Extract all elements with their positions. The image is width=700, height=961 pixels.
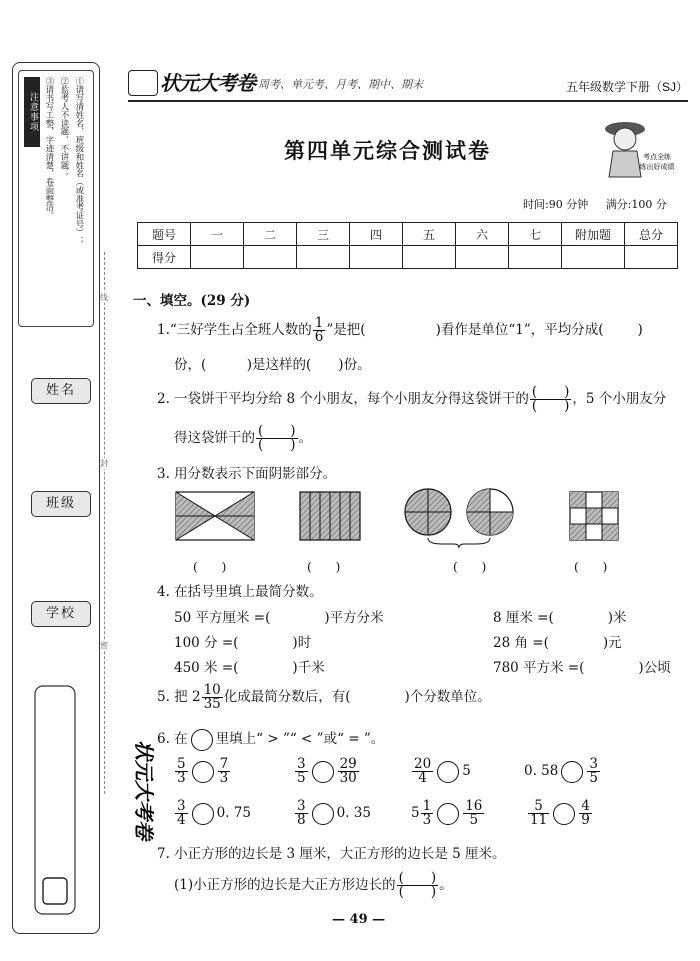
q6-item-3[interactable]: $\frac{20}{4}$ 5 [414,756,471,786]
q7-sub1: (1)小正方形的边长是大正方形边长的 $\frac{( )}{( )}$ 。 [174,870,453,900]
notice-line-1: ①请写清姓名、班级和姓名（或准考证号）； [75,77,85,245]
q4-item-5[interactable]: 450 米 =( )千米 [174,660,325,676]
notice-title: 注意事项 [24,77,40,147]
compare-circle-icon [191,729,213,751]
q2-line2 [174,425,312,452]
q1-text-b: ”是把( [326,322,366,338]
q1-line2: 份，( )是这样的( )份。 [174,357,371,373]
notice-line-3: ③请书写工整，字迹清楚，卷面整洁。 [45,77,55,220]
cell-h9: 总分 [625,223,678,246]
q2-line1 [157,386,666,413]
brace [428,538,490,548]
score-cell[interactable] [403,246,456,269]
answer-circle[interactable] [192,761,214,783]
score-table [137,222,678,269]
time-limit: 时间:90 分钟 [523,198,589,211]
answer-circle[interactable] [312,803,334,825]
q5-text-b: 化成最简分数后，有( )个分数单位。 [223,689,491,705]
mascot-icon [595,115,675,185]
q3-blank-4[interactable]: ( ) [574,560,608,574]
answer-circle[interactable] [553,803,575,825]
score-cell[interactable] [244,246,297,269]
q6-item-8[interactable]: $\frac{5}{11}$ $\frac{4}{9}$ [530,798,590,828]
q3-blank-2[interactable]: ( ) [307,560,341,574]
q4-text: 4. 在括号里填上最简分数。 [157,584,323,600]
figure-striped-rectangle [300,492,360,540]
sidebar-logo-text: 状元大考卷 [132,740,156,840]
score-cell[interactable] [509,246,562,269]
q6-item-5[interactable]: $\frac{3}{4}$ 0. 75 [177,798,251,828]
q4-item-4[interactable]: 28 角 =( )元 [493,635,622,651]
cut-char-3: 密 [100,641,108,650]
score-cell[interactable] [456,246,509,269]
sidebar-logo [31,680,156,920]
cell-h5: 五 [403,223,456,246]
name-label: 姓名 [31,378,91,404]
q5-fraction: $\frac{10}{35}$ [203,682,221,712]
q6-text-b: 里填上“ > ”“ < ”或“ = ”。 [215,731,385,747]
q2-text-b: ，5 个小朋友分 [572,391,667,407]
score-cell[interactable] [350,246,403,269]
cell-h4: 四 [350,223,403,246]
cut-char-1: 线 [100,293,108,302]
q6-item-7[interactable]: 5 $\frac{1}{3}$ $\frac{16}{5}$ [411,798,483,828]
q5-line [157,684,491,711]
score-table-score-row [138,246,678,269]
page-title: 第四单元综合测试卷 [284,138,491,163]
q6-text-a: 6. 在 [157,731,188,747]
cell-h6: 六 [456,223,509,246]
answer-circle[interactable] [561,761,583,783]
cell-s0: 得分 [138,246,191,269]
q2-text-c: 得这袋饼干的 [174,430,255,446]
cut-line [104,252,105,794]
cell-h3: 三 [297,223,350,246]
cell-h8: 附加题 [562,223,625,246]
q1-line1 [157,317,643,344]
mascot-text-1: 考点全练 [643,153,671,161]
class-label: 班级 [31,491,91,517]
cell-h7: 七 [509,223,562,246]
q6-instruction [157,727,384,751]
q1-fraction: $\frac{1}{6}$ [314,315,324,345]
q3-figures [170,488,650,544]
answer-circle[interactable] [312,761,334,783]
answer-circle[interactable] [192,803,214,825]
cut-char-2: 封 [100,459,108,468]
page-number: — 49 — [332,912,386,927]
figure-circle-2 [467,489,513,535]
score-cell[interactable] [562,246,625,269]
q4-item-1[interactable]: 50 平方厘米 =( )平方分米 [174,610,384,626]
grade-label: 五年级数学下册（SJ） [565,80,688,94]
section-heading: 一、填空。(29 分) [133,293,251,309]
q5-text-a: 5. 把 2 [157,689,201,705]
q4-item-3[interactable]: 100 分 =( )时 [174,635,312,651]
cell-h2: 二 [244,223,297,246]
q6-item-6[interactable]: $\frac{3}{8}$ 0. 35 [297,798,371,828]
q7-blank-fraction[interactable]: $\frac{( )}{( )}$ [398,870,437,900]
q6-item-2[interactable]: $\frac{3}{5}$ $\frac{29}{30}$ [297,756,357,786]
figure-rectangle-triangles [176,492,254,540]
notice-lines [42,77,87,322]
q3-blank-1[interactable]: ( ) [193,560,227,574]
q2-text-d: 。 [298,430,313,446]
answer-circle[interactable] [437,761,459,783]
q3-text: 3. 用分数表示下面阴影部分。 [157,466,337,482]
notice-line-2: ②监考人不读题、不讲题； [60,77,70,178]
time-score [523,196,667,212]
score-table-header-row [138,223,678,246]
brand-logo-text: 状元大考卷 [160,71,255,95]
figure-grid-square [570,492,618,540]
q2-blank-fraction-1[interactable]: $\frac{( )}{( )}$ [531,384,570,414]
q3-blank-3[interactable]: ( ) [453,560,487,574]
score-cell[interactable] [297,246,350,269]
q1-text-a: 1.“三好学生占全班人数的 [157,322,312,338]
figure-circle-1 [405,489,451,535]
school-label: 学校 [31,601,91,627]
mascot-text-2: 练出好成绩 [639,163,675,171]
q2-text-a: 2. 一袋饼干平均分给 8 个小朋友，每个小朋友分得这袋饼干的 [157,391,529,407]
page-header [128,70,688,102]
full-score: 满分:100 分 [605,198,667,211]
q2-blank-fraction-2[interactable]: $\frac{( )}{( )}$ [258,423,296,453]
q1-text-c: )看作是单位“1”，平均分成( [435,322,604,338]
q4-item-2[interactable]: 8 厘米 =( )米 [493,610,627,626]
q1-text-d: ) [637,322,643,338]
cell-h1: 一 [191,223,244,246]
header-subtitle: 周考、单元考、月考、期中、期末 [258,78,423,91]
score-cell[interactable] [625,246,678,269]
q6-item-4[interactable]: 0. 58 $\frac{3}{5}$ [524,756,598,786]
brand-logo-icon [128,70,158,96]
score-cell[interactable] [191,246,244,269]
q4-item-6[interactable]: 780 平方米 =( )公顷 [493,660,671,676]
cell-h0: 题号 [138,223,191,246]
answer-circle[interactable] [437,803,459,825]
q6-item-1[interactable]: $\frac{5}{3}$ $\frac{7}{3}$ [177,756,229,786]
q7-text: 7. 小正方形的边长是 3 厘米，大正方形的边长是 5 厘米。 [157,846,506,862]
